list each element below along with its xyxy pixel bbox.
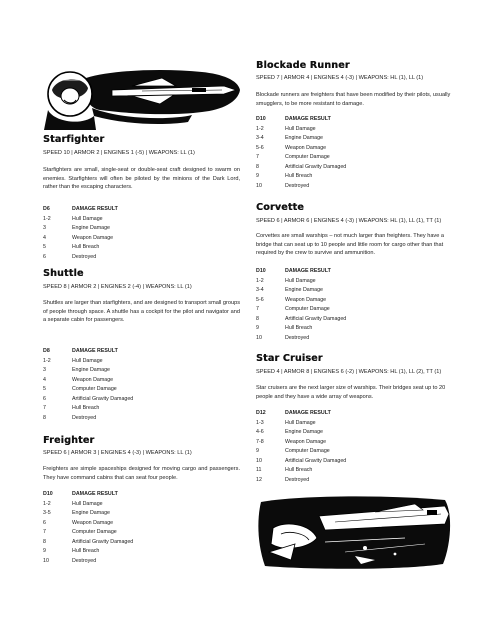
roll-cell: 5 xyxy=(43,386,46,393)
table-row xyxy=(256,456,346,466)
result-cell: Engine Damage xyxy=(285,135,323,142)
roll-cell: 1-2 xyxy=(43,357,51,364)
result-cell: Hull Breach xyxy=(285,325,313,332)
result-cell: Destroyed xyxy=(72,557,97,564)
result-cell: Computer Damage xyxy=(285,154,330,161)
roll-cell: 12 xyxy=(256,476,262,483)
roll-cell: 5-6 xyxy=(256,296,264,303)
roll-cell: 8 xyxy=(43,538,46,545)
die-header: D6 xyxy=(43,206,50,212)
result-cell: Artificial Gravity Damaged xyxy=(72,538,134,545)
roll-cell: 7-8 xyxy=(256,438,264,445)
die-header: D10 xyxy=(256,116,266,122)
result-cell: Hull Damage xyxy=(285,419,316,426)
shuttle-stats: SPEED 8 | ARMOR 2 | ENGINES 2 (-4) | WEAPONS: LL (1) xyxy=(43,284,192,290)
blockade-runner-damage-table xyxy=(256,114,346,191)
result-cell: Computer Damage xyxy=(72,386,117,393)
roll-cell: 1-3 xyxy=(256,419,264,426)
result-cell: Weapon Damage xyxy=(72,234,114,241)
space-battle-illustration xyxy=(255,494,455,572)
result-cell: Hull Damage xyxy=(285,125,316,132)
result-cell: Engine Damage xyxy=(72,225,110,232)
table-header-row xyxy=(256,266,346,276)
roll-cell: 4 xyxy=(43,234,46,241)
starfighter-title: Starfighter xyxy=(43,134,105,145)
table-row xyxy=(256,181,346,191)
roll-cell: 5-6 xyxy=(256,144,264,151)
roll-cell: 8 xyxy=(256,163,259,170)
result-header: DAMAGE RESULT xyxy=(285,116,331,122)
roll-cell: 7 xyxy=(256,306,259,313)
table-header-row xyxy=(43,489,133,499)
table-row xyxy=(43,243,118,253)
table-row xyxy=(256,447,346,457)
table-row xyxy=(43,556,133,566)
roll-cell: 10 xyxy=(256,182,262,189)
result-cell: Hull Damage xyxy=(285,277,316,284)
result-cell: Destroyed xyxy=(72,414,97,421)
roll-cell: 10 xyxy=(256,457,262,464)
star-cruiser-stats: SPEED 4 | ARMOR 8 | ENGINES 6 (-2) | WEAPONS: HL (1), LL (2), TT (1) xyxy=(256,369,442,375)
roll-cell: 7 xyxy=(43,529,46,536)
table-row xyxy=(256,466,346,476)
roll-cell: 6 xyxy=(43,395,46,402)
die-header: D10 xyxy=(256,268,266,274)
table-row xyxy=(256,475,346,485)
table-row xyxy=(43,413,133,423)
blockade-runner-description: Blockade runners are freighters that have been modified by their pilots, usually smugglers, to be more resistant to damage. xyxy=(256,92,451,107)
result-cell: Destroyed xyxy=(72,253,97,260)
freighter-description: Freighters are simple spaceships designed for moving cargo and passengers. They have command cabins that can seat four people. xyxy=(43,466,240,481)
table-row xyxy=(43,385,133,395)
roll-cell: 6 xyxy=(43,253,46,260)
result-cell: Hull Breach xyxy=(72,244,100,251)
starfighter-description: Starfighters are small, single-seat or double-seat craft designed to swarm on enemies. Starfighters will often be piloted by the minions of the Dark Lord, rather than the escaping characters. xyxy=(43,167,240,191)
table-row xyxy=(256,172,346,182)
table-row xyxy=(256,305,346,315)
table-row xyxy=(43,547,133,557)
table-row xyxy=(43,528,133,538)
result-cell: Engine Damage xyxy=(72,510,110,517)
table-row xyxy=(43,224,118,234)
result-cell: Hull Breach xyxy=(72,405,100,412)
table-row xyxy=(256,134,346,144)
roll-cell: 8 xyxy=(256,315,259,322)
table-row xyxy=(256,143,346,153)
result-cell: Hull Breach xyxy=(72,548,100,555)
table-row xyxy=(256,418,346,428)
table-row xyxy=(43,366,133,376)
table-row xyxy=(256,314,346,324)
roll-cell: 10 xyxy=(43,557,49,564)
corvette-damage-table xyxy=(256,266,346,343)
roll-cell: 11 xyxy=(256,467,262,474)
roll-cell: 4-6 xyxy=(256,429,264,436)
result-cell: Artificial Gravity Damaged xyxy=(285,315,347,322)
result-cell: Hull Damage xyxy=(72,500,103,507)
result-cell: Computer Damage xyxy=(285,306,330,313)
pilot-and-starfighter-illustration xyxy=(42,60,242,132)
result-cell: Hull Damage xyxy=(72,357,103,364)
result-cell: Engine Damage xyxy=(72,367,110,374)
table-row xyxy=(256,286,346,296)
roll-cell: 5 xyxy=(43,244,46,251)
table-row xyxy=(43,394,133,404)
die-header: D8 xyxy=(43,348,50,354)
table-row xyxy=(256,437,346,447)
table-header-row xyxy=(256,408,346,418)
result-cell: Destroyed xyxy=(285,182,310,189)
table-row xyxy=(256,333,346,343)
table-header-row xyxy=(43,204,118,214)
result-cell: Artificial Gravity Damaged xyxy=(72,395,134,402)
table-row xyxy=(43,509,133,519)
result-cell: Weapon Damage xyxy=(285,144,327,151)
roll-cell: 9 xyxy=(256,173,259,180)
table-row xyxy=(256,324,346,334)
result-cell: Artificial Gravity Damaged xyxy=(285,163,347,170)
star-cruiser-title: Star Cruiser xyxy=(256,353,323,364)
corvette-description: Corvettes are small warships – not much larger than freighters. They have a bridge that can seat up to 10 people and little room for cargo other than that required by the crew to survive and ammunition. xyxy=(256,233,444,257)
result-header: DAMAGE RESULT xyxy=(72,206,118,212)
roll-cell: 3-5 xyxy=(43,510,51,517)
corvette-title: Corvette xyxy=(256,202,304,213)
result-cell: Computer Damage xyxy=(285,448,330,455)
freighter-title: Freighter xyxy=(43,435,95,446)
shuttle-damage-table xyxy=(43,346,133,423)
roll-cell: 7 xyxy=(43,405,46,412)
roll-cell: 6 xyxy=(43,519,46,526)
roll-cell: 1-2 xyxy=(256,277,264,284)
result-cell: Destroyed xyxy=(285,334,310,341)
table-header-row xyxy=(256,114,346,124)
die-header: D10 xyxy=(43,491,53,497)
result-cell: Weapon Damage xyxy=(72,519,114,526)
roll-cell: 1-2 xyxy=(43,500,51,507)
roll-cell: 9 xyxy=(256,325,259,332)
roll-cell: 3-4 xyxy=(256,135,264,142)
table-row xyxy=(43,356,133,366)
star-cruiser-description: Star cruisers are the next larger size of warships. Their bridges seat up to 20 people and they have a wide array of weapons. xyxy=(256,385,446,400)
result-cell: Hull Breach xyxy=(285,467,313,474)
roll-cell: 1-2 xyxy=(43,215,51,222)
table-row xyxy=(43,233,118,243)
die-header: D12 xyxy=(256,410,266,416)
result-cell: Engine Damage xyxy=(285,287,323,294)
star-cruiser-damage-table xyxy=(256,408,346,485)
table-row xyxy=(43,537,133,547)
blockade-runner-title: Blockade Runner xyxy=(256,60,350,71)
roll-cell: 3-4 xyxy=(256,287,264,294)
result-header: DAMAGE RESULT xyxy=(72,348,118,354)
starfighter-damage-table xyxy=(43,204,118,262)
result-cell: Hull Damage xyxy=(72,215,103,222)
starfighter-stats: SPEED 10 | ARMOR 2 | ENGINES 1 (-5) | WEAPONS: LL (1) xyxy=(43,150,195,156)
table-row xyxy=(256,124,346,134)
table-row xyxy=(43,404,133,414)
result-header: DAMAGE RESULT xyxy=(72,491,118,497)
result-cell: Computer Damage xyxy=(72,529,117,536)
freighter-stats: SPEED 6 | ARMOR 3 | ENGINES 4 (-3) | WEAPONS: LL (1) xyxy=(43,450,192,456)
result-cell: Hull Breach xyxy=(285,173,313,180)
result-cell: Weapon Damage xyxy=(285,438,327,445)
table-row xyxy=(256,276,346,286)
roll-cell: 9 xyxy=(43,548,46,555)
roll-cell: 3 xyxy=(43,225,46,232)
table-row xyxy=(43,375,133,385)
table-row xyxy=(43,518,133,528)
result-cell: Weapon Damage xyxy=(72,376,114,383)
table-row xyxy=(256,428,346,438)
shuttle-description: Shuttles are larger than starfighters, and are designed to transport small groups of people through space. A shuttle has a cockpit for the pilot and navigator and a separate cabin for passengers. xyxy=(43,300,240,324)
table-row xyxy=(43,214,118,224)
freighter-damage-table xyxy=(43,489,133,566)
blockade-runner-stats: SPEED 7 | ARMOR 4 | ENGINES 4 (-3) | WEAPONS: HL (1), LL (1) xyxy=(256,75,424,81)
corvette-stats: SPEED 6 | ARMOR 6 | ENGINES 4 (-3) | WEAPONS: HL (1), LL (1), TT (1) xyxy=(256,218,442,224)
table-row xyxy=(43,252,118,262)
roll-cell: 9 xyxy=(256,448,259,455)
roll-cell: 8 xyxy=(43,414,46,421)
result-header: DAMAGE RESULT xyxy=(285,268,331,274)
roll-cell: 10 xyxy=(256,334,262,341)
result-cell: Weapon Damage xyxy=(285,296,327,303)
result-cell: Destroyed xyxy=(285,476,310,483)
table-row xyxy=(256,153,346,163)
roll-cell: 3 xyxy=(43,367,46,374)
roll-cell: 7 xyxy=(256,154,259,161)
shuttle-title: Shuttle xyxy=(43,268,84,279)
result-header: DAMAGE RESULT xyxy=(285,410,331,416)
roll-cell: 1-2 xyxy=(256,125,264,132)
table-row xyxy=(43,499,133,509)
result-cell: Artificial Gravity Damaged xyxy=(285,457,347,464)
table-row xyxy=(256,295,346,305)
result-cell: Engine Damage xyxy=(285,429,323,436)
table-row xyxy=(256,162,346,172)
roll-cell: 4 xyxy=(43,376,46,383)
table-header-row xyxy=(43,346,133,356)
